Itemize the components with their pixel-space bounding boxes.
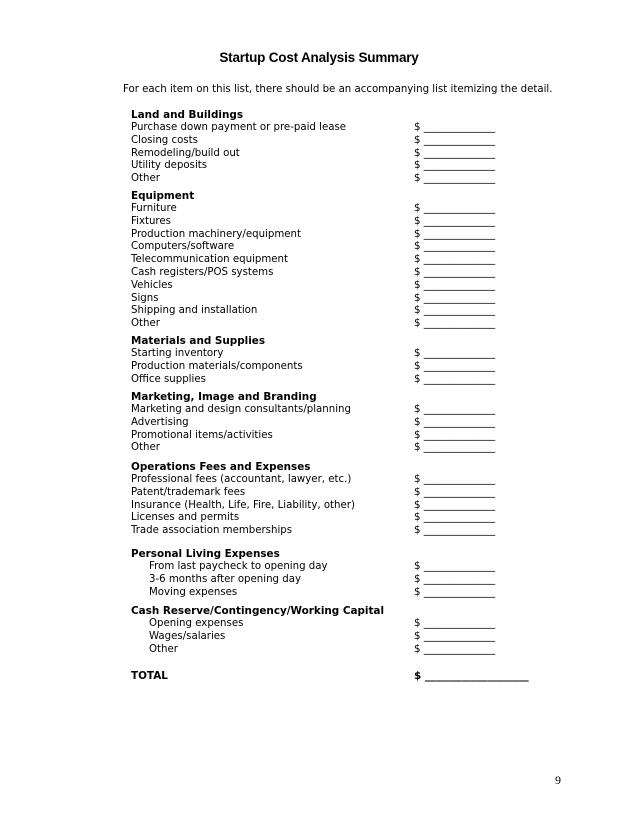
- amount-blank: $ ______________: [414, 474, 496, 485]
- line-item: [131, 134, 496, 148]
- line-item: [131, 279, 496, 293]
- amount-blank: $ ______________: [414, 416, 496, 428]
- line-item: [131, 486, 496, 500]
- amount-blank: $ ______________: [414, 486, 496, 498]
- amount-blank: $ ______________: [414, 279, 496, 291]
- line-item: [131, 373, 496, 387]
- line-item-label: Wages/salaries: [149, 630, 226, 642]
- amount-blank: $ ______________: [414, 561, 496, 572]
- line-item-label: Production machinery/equipment: [131, 228, 301, 240]
- section-2: [131, 335, 496, 386]
- amount-blank: $ ______________: [414, 618, 496, 629]
- line-item-label: Purchase down payment or pre-paid lease: [131, 122, 347, 133]
- amount-blank: $ ______________: [414, 292, 496, 304]
- line-item-label: Moving expenses: [149, 586, 238, 598]
- amount-blank: $ ______________: [414, 147, 496, 159]
- amount-blank: $ ______________: [414, 228, 496, 240]
- line-item-label: Opening expenses: [149, 618, 244, 629]
- line-item: [131, 643, 496, 657]
- amount-blank: $ ______________: [414, 318, 496, 330]
- line-item: [131, 292, 496, 306]
- line-item-label: Licenses and permits: [131, 512, 240, 524]
- line-item-label: Other: [131, 173, 160, 185]
- line-item: [131, 404, 496, 417]
- line-item: [131, 305, 496, 318]
- section-heading: Operations Fees and Expenses: [131, 461, 311, 473]
- line-item: [131, 215, 496, 229]
- line-item-label: Trade association memberships: [131, 525, 293, 537]
- line-item: [131, 360, 496, 374]
- section-6: [131, 605, 496, 656]
- amount-blank: $ ______________: [414, 442, 496, 454]
- line-item: [131, 586, 496, 600]
- line-item-label: Remodeling/build out: [131, 147, 240, 159]
- line-item: [131, 442, 496, 455]
- section-heading: Marketing, Image and Branding: [131, 391, 317, 403]
- line-item-label: Office supplies: [131, 373, 206, 385]
- amount-blank: $ ______________: [414, 266, 496, 278]
- amount-blank: $ ______________: [414, 643, 496, 655]
- line-item-label: Vehicles: [131, 279, 173, 291]
- line-item-label: Production materials/components: [131, 360, 303, 372]
- line-item-label: Advertising: [131, 416, 189, 428]
- section-5: [131, 548, 496, 599]
- line-item: [131, 416, 496, 430]
- line-item: [131, 561, 496, 574]
- section-heading: Materials and Supplies: [131, 335, 266, 347]
- total-row: [131, 669, 561, 683]
- line-item-label: Promotional items/activities: [131, 429, 273, 441]
- line-item: [131, 228, 496, 242]
- line-item-label: Other: [149, 643, 178, 655]
- line-item-label: From last paycheck to opening day: [149, 561, 328, 572]
- page-number: 9: [555, 773, 561, 787]
- amount-blank: $ ______________: [414, 586, 496, 598]
- amount-blank: $ ______________: [414, 525, 496, 537]
- line-item: [131, 630, 496, 644]
- line-item-label: Signs: [131, 292, 159, 304]
- amount-blank: $ ______________: [414, 203, 496, 214]
- line-item: [131, 499, 496, 513]
- line-item-label: Patent/trademark fees: [131, 486, 246, 498]
- line-item-label: Marketing and design consultants/planning: [131, 404, 351, 415]
- amount-blank: $ ______________: [414, 122, 496, 133]
- amount-blank: $ ______________: [414, 573, 496, 585]
- amount-blank: $ ______________: [414, 173, 496, 185]
- amount-blank: $ ______________: [414, 134, 496, 146]
- page-title: Startup Cost Analysis Summary: [219, 50, 419, 65]
- total-label: TOTAL: [131, 670, 168, 682]
- line-item-label: Professional fees (accountant, lawyer, etc.): [131, 474, 352, 485]
- line-item-label: Insurance (Health, Life, Fire, Liability, other): [131, 499, 355, 511]
- line-item-label: Shipping and installation: [131, 305, 258, 317]
- line-item: [131, 173, 496, 186]
- line-item: [131, 254, 496, 267]
- line-item: [131, 147, 496, 161]
- line-item-label: Utility deposits: [131, 160, 208, 172]
- line-item: [131, 512, 496, 525]
- line-item-label: Computers/software: [131, 241, 235, 253]
- line-item: [131, 348, 496, 361]
- amount-blank: $ ______________: [414, 305, 496, 317]
- amount-blank: $ ______________: [414, 404, 496, 415]
- line-item-label: Cash registers/POS systems: [131, 266, 274, 278]
- amount-blank: $ ______________: [414, 630, 496, 642]
- total-amount-blank: $ ____________________: [414, 670, 529, 682]
- amount-blank: $ ______________: [414, 254, 496, 266]
- line-item: [131, 122, 496, 135]
- amount-blank: $ ______________: [414, 512, 496, 524]
- line-item-label: Starting inventory: [131, 348, 224, 359]
- section-heading: Equipment: [131, 190, 195, 202]
- line-item: [131, 474, 496, 487]
- line-item-label: Closing costs: [131, 134, 198, 146]
- line-item-label: 3-6 months after opening day: [149, 573, 301, 585]
- line-item: [131, 429, 496, 443]
- line-item: [131, 266, 496, 280]
- amount-blank: $ ______________: [414, 160, 496, 172]
- amount-blank: $ ______________: [414, 373, 496, 385]
- line-item: [131, 618, 496, 631]
- section-1: [131, 190, 496, 331]
- line-item-label: Other: [131, 442, 160, 454]
- line-item-label: Fixtures: [131, 215, 171, 227]
- line-item: [131, 525, 496, 538]
- line-item: [131, 573, 496, 587]
- line-item: [131, 241, 496, 254]
- amount-blank: $ ______________: [414, 499, 496, 511]
- section-heading: Cash Reserve/Contingency/Working Capital: [131, 605, 385, 617]
- line-item: [131, 318, 496, 331]
- section-heading: Land and Buildings: [131, 109, 244, 121]
- intro-text: For each item on this list, there should be an accompanying list itemizing the detail.: [123, 84, 553, 95]
- line-item-label: Other: [131, 318, 160, 330]
- section-0: [131, 109, 496, 186]
- amount-blank: $ ______________: [414, 360, 496, 372]
- line-item-label: Telecommunication equipment: [131, 254, 289, 266]
- line-item-label: Furniture: [131, 203, 177, 214]
- line-item: [131, 160, 496, 173]
- section-heading: Personal Living Expenses: [131, 548, 280, 560]
- amount-blank: $ ______________: [414, 429, 496, 441]
- amount-blank: $ ______________: [414, 241, 496, 253]
- section-3: [131, 391, 496, 455]
- line-item: [131, 203, 496, 216]
- amount-blank: $ ______________: [414, 348, 496, 359]
- amount-blank: $ ______________: [414, 215, 496, 227]
- section-4: [131, 461, 496, 538]
